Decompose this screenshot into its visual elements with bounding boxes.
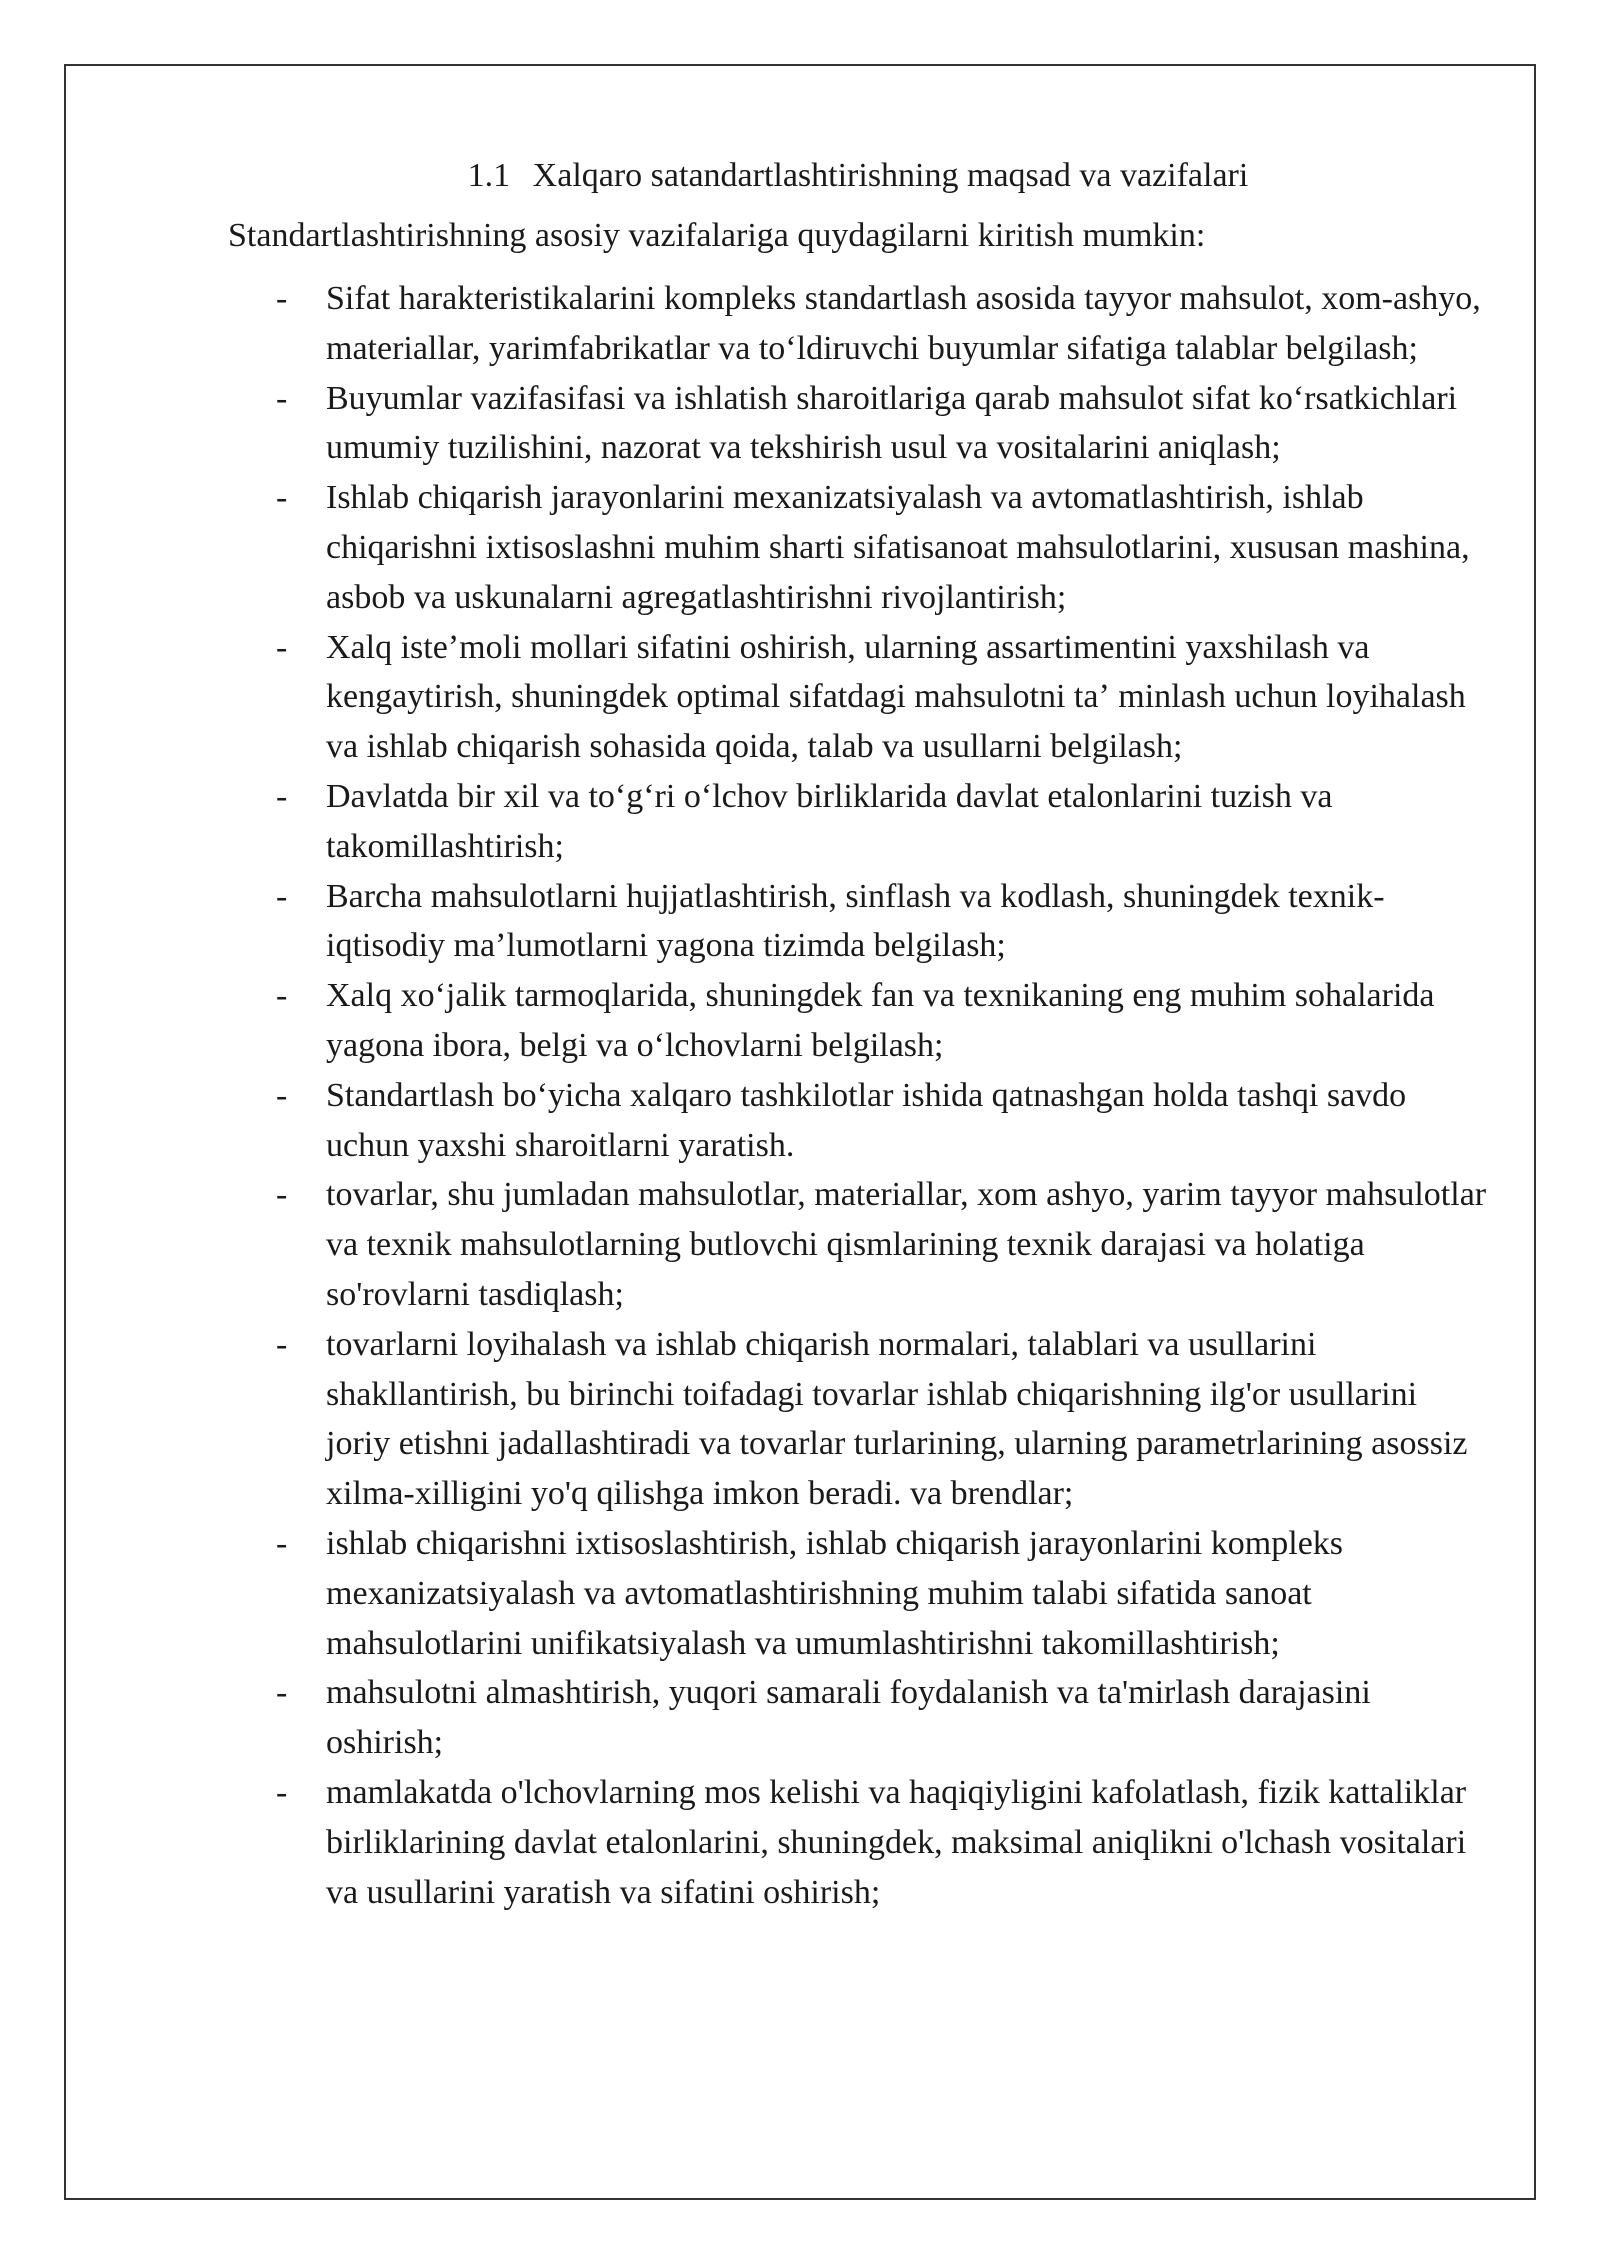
list-item-text: Xalq isteʼmoli mollari sifatini oshirish, ularning assartimentini yaxshilash va kengaytirish, shuningdek optimal sifatdagi mahsulotni taʼ minlash uchun loyihalash va ishlab chiqarish sohasida qoida, talab va usullarni belgilash; xyxy=(326,628,1466,766)
bullet-dash: - xyxy=(276,977,288,1015)
list-item-text: Xalq xoʻjalik tarmoqlarida, shuningdek fan va texnikaning eng muhim sohalarida yagona ibora, belgi va oʻlchovlarni belgilash; xyxy=(326,977,1435,1064)
bullet-dash: - xyxy=(276,1325,288,1363)
bullet-dash: - xyxy=(276,777,288,815)
list-item-text: Buyumlar vazifasifasi va ishlatish sharoitlariga qarab mahsulot sifat koʻrsatkichlari umumiy tuzilishini, nazorat va tekshirish usul va vositalarini aniqlash; xyxy=(326,379,1458,467)
list-item xyxy=(228,1170,1488,1319)
list-item xyxy=(228,374,1488,474)
list-item xyxy=(228,1071,1488,1171)
bullet-dash: - xyxy=(276,1773,288,1811)
list-item xyxy=(228,473,1488,622)
list-item-text: Davlatda bir xil va toʻgʻri oʻlchov birliklarida davlat etalonlarini tuzish va takomillashtirish; xyxy=(326,777,1333,865)
list-item xyxy=(228,1320,1488,1519)
list-item-text: Standartlash boʻyicha xalqaro tashkilotlar ishida qatnashgan holda tashqi savdo uchun yaxshi sharoitlarni yaratish. xyxy=(326,1076,1407,1164)
bullet-dash: - xyxy=(276,1176,288,1214)
list-item xyxy=(228,872,1488,972)
list-item xyxy=(228,274,1488,374)
list-item xyxy=(228,772,1488,872)
intro-paragraph: Standartlashtirishning asosiy vazifalariga quydagilarni kiritish mumkin: xyxy=(228,217,1206,254)
section-number: 1.1 xyxy=(467,157,511,194)
bullet-dash: - xyxy=(276,877,288,915)
bullet-dash: - xyxy=(276,1076,288,1114)
list-item-text: mahsulotni almashtirish, yuqori samarali foydalanish va ta'mirlash darajasini oshirish; xyxy=(326,1674,1371,1762)
bullet-dash: - xyxy=(276,628,288,666)
task-list xyxy=(228,274,1488,1917)
list-item-text: tovarlar, shu jumladan mahsulotlar, materiallar, xom ashyo, yarim tayyor mahsulotlar va texnik mahsulotlarning butlovchi qismlarining texnik darajasi va holatiga so'rovlarni tasdiqlash; xyxy=(326,1176,1487,1313)
list-item-text: Barcha mahsulotlarni hujjatlashtirish, sinflash va kodlash, shuningdek texnik- iqtisodiy maʼlumotlarni yagona tizimda belgilash; xyxy=(326,877,1385,965)
bullet-dash: - xyxy=(276,1674,288,1712)
bullet-dash: - xyxy=(276,1524,288,1562)
section-heading xyxy=(228,150,1488,202)
list-item-text: ishlab chiqarishni ixtisoslashtirish, ishlab chiqarish jarayonlarini kompleks mexanizatsiyalash va avtomatlashtirishning muhim talabi sifatida sanoat mahsulotlarini unifikatsiyalash va umumlashtirishni takomillashtirish; xyxy=(326,1524,1344,1662)
document-content xyxy=(228,150,1488,1917)
list-item xyxy=(228,971,1488,1071)
list-item xyxy=(228,623,1488,772)
bullet-dash: - xyxy=(276,479,288,517)
list-item-text: mamlakatda o'lchovlarning mos kelishi va haqiqiyligini kafolatlash, fizik kattaliklar birliklarining davlat etalonlarini, shuningdek, maksimal aniqlikni o'lchash vositalari va usullarini yaratish va sifatini oshirish; xyxy=(326,1773,1467,1911)
bullet-dash: - xyxy=(276,280,288,317)
list-item-text: tovarlarni loyihalash va ishlab chiqarish normalari, talablari va usullarini shakllantirish, bu birinchi toifadagi tovarlar ishlab chiqarishning ilg'or usullarini joriy etishni jadallashtiradi va tovarlar turlarining, ularning parametrlarining asossiz xilma-xilligini yo'q qilishga imkon beradi. va brendlar; xyxy=(326,1325,1468,1513)
list-item xyxy=(228,1519,1488,1668)
list-item xyxy=(228,1768,1488,1917)
bullet-dash: - xyxy=(276,379,288,417)
list-item-text: Ishlab chiqarish jarayonlarini mexanizatsiyalash va avtomatlashtirish, ishlab chiqarishni ixtisoslashni muhim sharti sifatisanoat mahsulotlarini, xususan mashina, asbob va uskunalarni agregatlashtirishni rivojlantirish; xyxy=(326,479,1470,616)
list-item-text: Sifat harakteristikalarini kompleks standartlash asosida tayyor mahsulot, xom-ashyo, materiallar, yarimfabrikatlar va toʻldiruvchi buyumlar sifatiga talablar belgilash; xyxy=(326,280,1481,367)
section-title: Xalqaro satandartlashtirishning maqsad va vazifalari xyxy=(532,157,1249,194)
list-item xyxy=(228,1668,1488,1768)
